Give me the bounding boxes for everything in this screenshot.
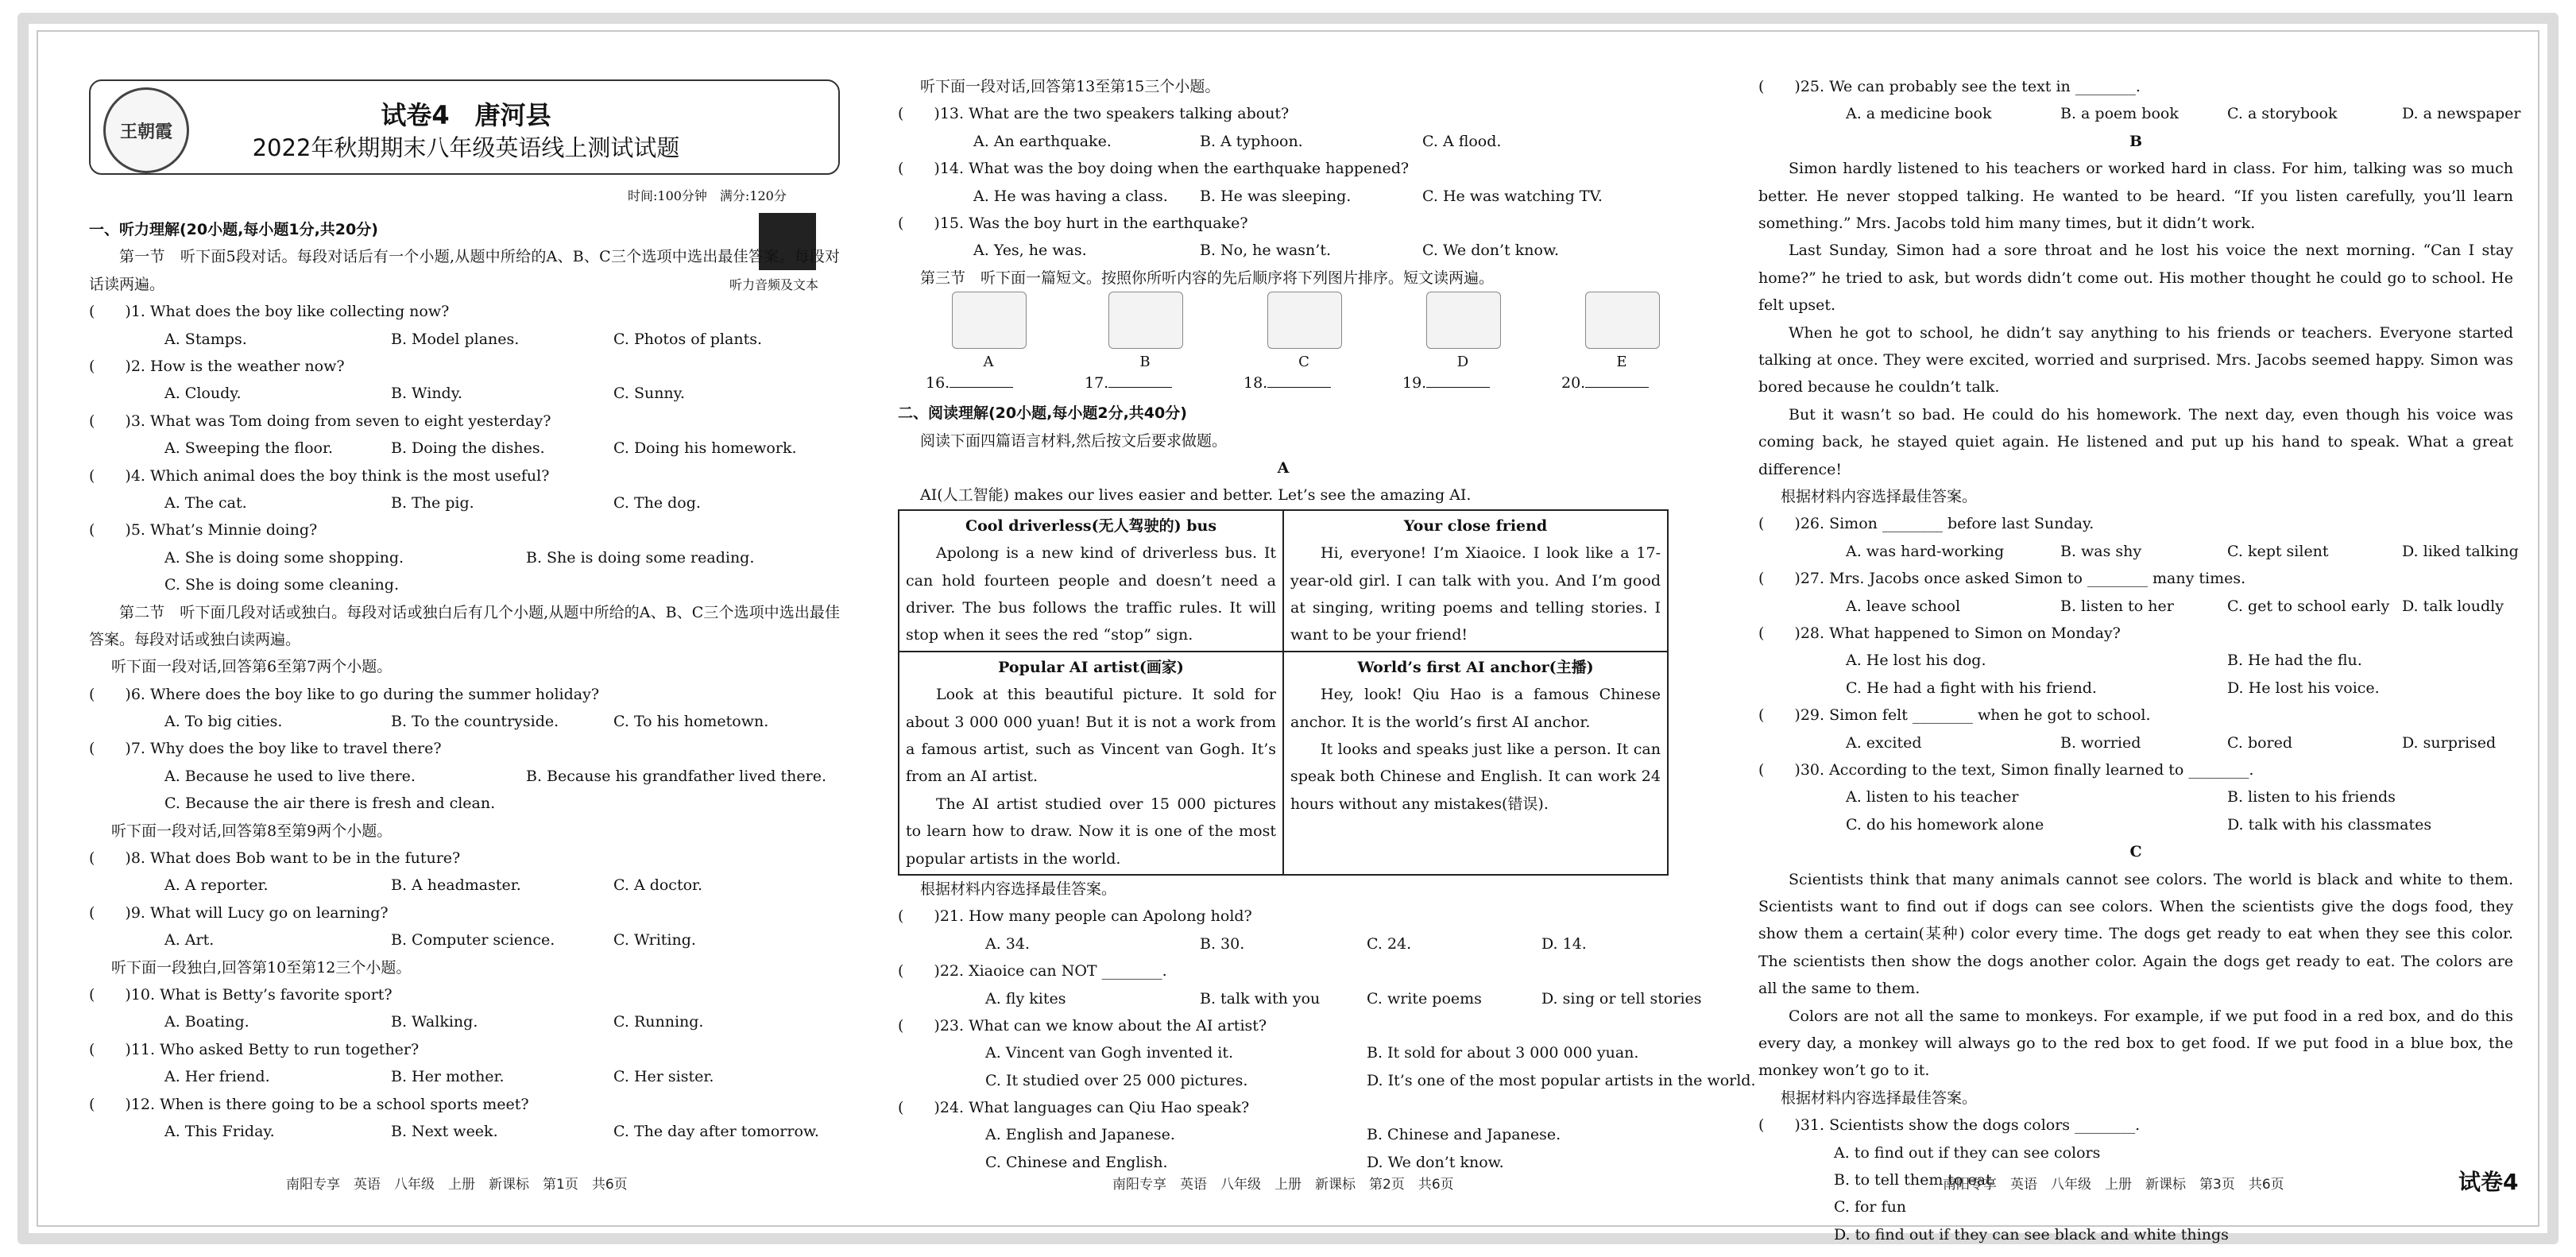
answer-option: B. No, he wasn’t. [1200,242,1331,260]
blank-line [1585,373,1649,388]
instruction-line: 阅读下面四篇语言材料,然后按文后要求做题。 [920,431,1228,450]
options-row [89,872,840,899]
answer-option: A. He was having a class. [973,187,1168,205]
question: ( )24. What languages can Qiu Hao speak? [898,1099,1250,1117]
exam-meta: 时间:100分钟 满分:120分 [628,188,787,203]
options-row [89,763,840,790]
picture-label: C [1298,354,1309,371]
passage-letter: C [2129,843,2142,861]
answer-option: A. Cloudy. [164,385,242,403]
options-row [89,926,840,953]
cell-text: Look at this beautiful picture. It sold for about 3 000 000 yuan! But it is not a work from a famous artist, such as Vincent van Gogh. It’s from an AI artist. [906,686,1276,786]
question: ( )14. What was the boy doing when the earthquake happened? [898,160,1410,178]
question: ( )21. How many people can Apolong hold? [898,907,1252,926]
picture-label: D [1456,354,1469,371]
answer-option: B. It sold for about 3 000 000 yuan. [1367,1044,1639,1062]
answer-option: D. talk with his classmates [2227,815,2432,833]
options-row [89,489,840,516]
answer-blanks-row [898,369,1669,396]
cell-heading: Your close friend [1403,516,1548,535]
answer-option: C. Writing. [613,931,696,950]
answer-option: B. Model planes. [391,330,520,348]
answer-option: B. a poem book [2060,105,2179,123]
answer-option: B. Next week. [391,1122,498,1140]
answer-option: C. Doing his homework. [613,439,797,458]
options-row [89,544,840,571]
options-row [89,1118,840,1145]
question: ( )11. Who asked Betty to run together? [89,1040,420,1058]
instruction-line: 根据材料内容选择最佳答案。 [1781,1089,1978,1107]
blank-number: 20. [1561,374,1586,393]
question: ( )5. What’s Minnie doing? [89,521,318,540]
options-row [898,1121,1669,1148]
instruction-line: 听下面一段对话,回答第13至第15三个小题。 [920,78,1220,95]
instruction-paragraph: 第一节 听下面5段对话。每段对话后有一个小题,从题中所给的A、B、C三个选项中选出最佳答案。每段对话读两遍。 [89,248,840,293]
answer-option: D. surprised [2402,733,2497,752]
question: ( )26. Simon ________ before last Sunday. [1758,515,2094,533]
answer-option: C. The dog. [613,493,701,512]
answer-option: A. Vincent van Gogh invented it. [985,1044,1234,1062]
answer-option: D. 14. [1541,934,1587,953]
options-row [898,237,1669,264]
answer-option: C. for fun [1834,1198,1907,1216]
instruction-line: 听下面一段对话,回答第8至第9两个小题。 [111,822,393,840]
answer-option: A. Her friend. [164,1068,270,1086]
options-row [89,708,840,735]
answer-option: A. The cat. [164,493,247,512]
answer-option: C. The day after tomorrow. [613,1122,819,1140]
section-heading: 二、阅读理解(20小题,每小题2分,共40分) [898,404,1187,423]
table-cell [899,652,1283,875]
table-cell [1283,652,1668,875]
answer-option: A. Art. [164,931,215,950]
picture-b [1108,292,1183,349]
section-heading: 一、听力理解(20小题,每小题1分,共20分) [89,221,378,238]
question: ( )25. We can probably see the text in ________. [1758,78,2141,95]
options-row [898,128,1669,155]
question: ( )1. What does the boy like collecting now? [89,303,450,321]
page-footer: 南阳专享 英语 八年级 上册 新课标 第2页 共6页 [1112,1177,1454,1193]
answer-blank [1085,369,1172,396]
question: ( )8. What does Bob want to be in the future? [89,849,461,868]
answer-option: A. Stamps. [164,330,247,348]
cell-heading: Cool driverless(无人驾驶的) bus [965,516,1217,535]
answer-option: B. was shy [2060,542,2142,560]
answer-option: A. A reporter. [164,876,269,895]
instruction-line: 第三节 听下面一篇短文。按照你所听内容的先后顺序将下列图片排序。短文读两遍。 [920,269,1495,287]
blank-line [950,373,1013,388]
answer-option: A. 34. [985,934,1031,953]
answer-option: A. Yes, he was. [973,242,1087,260]
instruction-line: AI(人工智能) makes our lives easier and better. Let’s see the amazing AI. [920,486,1472,505]
answer-option: B. Because his grandfather lived there. [526,767,826,785]
column-3 [1758,73,2521,1248]
question: ( )4. Which animal does the boy think is the most useful? [89,466,550,485]
answer-option: D. liked talking [2402,542,2519,560]
answer-option: D. sing or tell stories [1541,989,1702,1008]
answer-option: C. bored [2227,733,2293,752]
answer-option: C. kept silent [2227,542,2329,560]
answer-option: C. Because the air there is fresh and clean. [164,795,496,813]
answer-option: C. Her sister. [613,1068,714,1086]
answer-option: A. Boating. [164,1013,249,1031]
answer-option: A. She is doing some shopping. [164,548,404,567]
blank-line [1267,373,1331,388]
answer-option: C. a storybook [2227,105,2338,123]
instruction-line: 根据材料内容选择最佳答案。 [920,880,1117,898]
options-row [1758,1139,2513,1166]
cell-text: Hi, everyone! I’m Xiaoice. I look like a 17-year-old girl. I can talk with you. And I’m good at singing, writing poems and telling stories. I want to be your friend! [1290,544,1661,644]
cell-text: Apolong is a new kind of driverless bus. It can hold fourteen people and doesn’t need a driver. The bus follows the traffic rules. It will stop when it sees the red “stop” sign. [906,544,1276,644]
answer-option: A. listen to his teacher [1846,788,2019,806]
answer-option: B. talk with you [1200,989,1321,1008]
answer-option: D. It’s one of the most popular artists in the world. [1367,1071,1756,1089]
options-row [1758,593,2513,620]
options-row [898,985,1702,1012]
blank-number: 19. [1402,374,1427,393]
answer-option: B. She is doing some reading. [526,548,755,567]
question: ( )29. Simon felt ________ when he got to school. [1758,706,2151,725]
answer-blank [926,369,1013,396]
answer-option: C. We don’t know. [1422,242,1559,260]
picture-e [1585,292,1660,349]
answer-option: A. English and Japanese. [985,1126,1175,1144]
question: ( )6. Where does the boy like to go during the summer holiday? [89,685,600,703]
picture-label: A [983,354,994,371]
answer-option: C. get to school early [2227,597,2390,615]
question: ( )2. How is the weather now? [89,357,345,375]
answer-option: D. talk loudly [2402,597,2504,615]
passage-letter: B [2129,132,2143,150]
answer-option: A. leave school [1846,597,1961,615]
answer-option: C. 24. [1367,934,1412,953]
instruction-line: 听下面一段独白,回答第10至第12三个小题。 [111,958,412,977]
answer-option: B. to tell them to eat [1834,1170,1992,1189]
options-row [1758,538,2519,565]
options-row [898,1039,1669,1066]
instruction-paragraph: Scientists think that many animals cannot see colors. The world is black and white to them. Scientists want to find out if dogs can see colors. When the scientists give the dogs food, they show them a certain(某种) color every time. The dogs get ready to eat when they see this color. The scientists then show the dogs another color. Again the dogs get ready to eat. The colors are all the same to them. [1758,870,2513,998]
answer-option: A. fly kites [985,989,1066,1008]
answer-option: C. She is doing some cleaning. [164,576,399,594]
answer-option: B. Her mother. [391,1068,505,1086]
answer-option: A. He lost his dog. [1846,652,1986,670]
options-row [1758,100,2521,127]
options-row [898,930,1669,957]
answer-option: B. He had the flu. [2227,652,2362,670]
answer-option: C. A doctor. [613,876,703,895]
answer-option: C. Sunny. [613,385,685,403]
page-footer: 南阳专享 英语 八年级 上册 新课标 第1页 共6页 [286,1177,628,1193]
blank-line [1426,373,1490,388]
answer-option: C. Running. [613,1013,704,1031]
answer-option: B. worried [2060,733,2141,752]
options-row [1758,729,2513,756]
question: ( )23. What can we know about the AI artist? [898,1016,1267,1035]
question: ( )22. Xiaoice can NOT ________. [898,962,1167,980]
answer-option: D. He lost his voice. [2227,679,2380,697]
picture-label: B [1139,354,1151,371]
instruction-paragraph: Colors are not all the same to monkeys. For example, if we put food in a red box, and do this every day, a monkey will always go to the red box to get food. If we put food in a blue box, the monkey won’t go to it. [1758,1007,2513,1080]
options-row [89,790,840,817]
options-row [1758,1193,2513,1220]
answer-option: C. Chinese and English. [985,1153,1168,1171]
answer-option: C. He was watching TV. [1422,187,1603,205]
answer-blank [1561,369,1649,396]
picture-label: E [1616,354,1627,371]
answer-option: A. Because he used to live there. [164,767,416,785]
answer-option: B. Windy. [391,385,462,403]
question: ( )3. What was Tom doing from seven to eight yesterday? [89,412,551,430]
options-row [89,435,840,462]
answer-option: B. To the countryside. [391,713,559,731]
options-row [898,183,1669,210]
question: ( )15. Was the boy hurt in the earthquake? [898,214,1248,232]
question: ( )27. Mrs. Jacobs once asked Simon to ________ many times. [1758,570,2246,588]
answer-option: C. To his hometown. [613,713,769,731]
answer-option: B. A headmaster. [391,876,521,895]
answer-blank [1402,369,1490,396]
answer-option: A. An earthquake. [973,132,1112,150]
answer-option: B. Chinese and Japanese. [1367,1126,1561,1144]
cell-heading: World’s first AI anchor(主播) [1357,658,1594,676]
instruction-paragraph: Simon hardly listened to his teachers or worked hard in class. For him, talking was so much better. He never stopped talking. He wanted to be heard. “If you listen carefully, you’ll learn something.” Mrs. Jacobs told him many times, but it didn’t work. [1758,160,2513,232]
question: ( )9. What will Lucy go on learning? [89,903,389,922]
question: ( )28. What happened to Simon on Monday? [1758,625,2121,642]
answer-option: C. A flood. [1422,132,1502,150]
answer-option: C. Photos of plants. [613,330,763,348]
blank-number: 18. [1244,374,1268,393]
answer-option: B. listen to her [2060,597,2174,615]
exam-subtitle: 2022年秋期期末八年级英语线上测试试题 [252,134,680,161]
cell-text: The AI artist studied over 15 000 pictures to learn how to draw. Now it is one of the most popular artists in the world. [906,795,1276,868]
options-row [89,326,840,353]
options-row [1758,1221,2513,1248]
instruction-paragraph: When he got to school, he didn’t say anything to his friends or teachers. Everyone started talking at once. They were excited, worried and surprised. Mrs. Jacobs seemed happy. Simon was bored because he couldn’t talk. [1758,323,2513,396]
answer-option: B. Doing the dishes. [391,439,545,458]
cell-heading: Popular AI artist(画家) [998,658,1184,676]
answer-option: A. This Friday. [164,1122,275,1140]
answer-option: B. 30. [1200,934,1245,953]
answer-option: B. Computer science. [391,931,555,950]
answer-option: D. We don’t know. [1367,1153,1504,1171]
answer-option: D. to find out if they can see black and white things [1834,1225,2229,1243]
picture-a [952,292,1027,349]
answer-option: A. excited [1846,733,1922,752]
answer-option: B. A typhoon. [1200,132,1303,150]
answer-option: C. It studied over 25 000 pictures. [985,1071,1248,1089]
table-cell [1283,510,1668,652]
picture-c [1267,292,1342,349]
options-row [89,571,840,598]
exam-corner-tag: 试卷4 [2458,1169,2519,1195]
answer-option: B. He was sleeping. [1200,187,1352,205]
picture-d [1426,292,1501,349]
cell-text: It looks and speaks just like a person. It can speak both Chinese and English. It can work 24 hours without any mistakes(错误). [1290,740,1661,813]
answer-blank [1244,369,1331,396]
passage-letter: A [1277,458,1290,477]
answer-option: C. do his homework alone [1846,815,2044,833]
instruction-paragraph: 第二节 听下面几段对话或独白。每段对话或独白后有几个小题,从题中所给的A、B、C三个选项中选出最佳答案。每段对话或独白读两遍。 [89,603,840,648]
table-cell [899,510,1283,652]
options-row [1758,647,2513,674]
blank-number: 17. [1085,374,1109,393]
options-row [89,1063,840,1090]
column-2 [898,73,1756,1176]
instruction-line: 根据材料内容选择最佳答案。 [1781,488,1978,506]
question: ( )31. Scientists show the dogs colors ________. [1758,1116,2141,1135]
column-1 [89,216,840,1145]
picture-sequence [898,292,1669,400]
options-row [1758,783,2513,810]
answer-option: D. a newspaper [2402,105,2521,123]
page-footer: 南阳专享 英语 八年级 上册 新课标 第3页 共6页 [1943,1177,2284,1193]
answer-option: B. listen to his friends [2227,788,2396,806]
answer-option: B. Walking. [391,1013,478,1031]
answer-option: C. write poems [1367,989,1482,1008]
question: ( )30. According to the text, Simon finally learned to ________. [1758,760,2254,779]
options-row [89,380,840,407]
cell-text: Hey, look! Qiu Hao is a famous Chinese anchor. It is the world’s first AI anchor. [1290,686,1661,731]
instruction-line: 听下面一段对话,回答第6至第7两个小题。 [111,658,393,676]
qr-caption: 听力音频及文本 [729,277,819,292]
blank-line [1108,373,1172,388]
blank-number: 16. [926,374,950,393]
options-row [1758,675,2513,702]
logo-text: 王朝霞 [119,121,172,142]
answer-option: A. was hard-working [1846,542,2005,560]
options-row [898,1067,1756,1094]
exam-header [89,79,840,175]
options-row [1758,811,2513,838]
answer-option: C. He had a fight with his friend. [1846,679,2097,697]
instruction-paragraph: But it wasn’t so bad. He could do his homework. The next day, even though his voice was coming back, he stayed quiet again. He listened and put up his hand to speak. What a great difference! [1758,405,2513,478]
answer-option: A. To big cities. [164,713,283,731]
question: ( )10. What is Betty’s favorite sport? [89,986,393,1004]
question: ( )7. Why does the boy like to travel there? [89,740,442,758]
instruction-paragraph: Last Sunday, Simon had a sore throat and he lost his voice the next morning. “Can I stay home?” he tried to ask, but words didn’t come out. His mother thought he could go to school. He felt upset. [1758,242,2513,315]
answer-option: A. Sweeping the floor. [164,439,333,458]
question: ( )13. What are the two speakers talking about? [898,105,1290,123]
options-row [89,1008,840,1035]
question: ( )12. When is there going to be a school sports meet? [89,1095,529,1113]
answer-option: B. The pig. [391,493,474,512]
ai-table [898,509,1669,876]
exam-title: 试卷4 唐河县 [381,100,551,130]
answer-option: A. to find out if they can see colors [1834,1143,2101,1162]
answer-option: A. a medicine book [1846,105,1992,123]
